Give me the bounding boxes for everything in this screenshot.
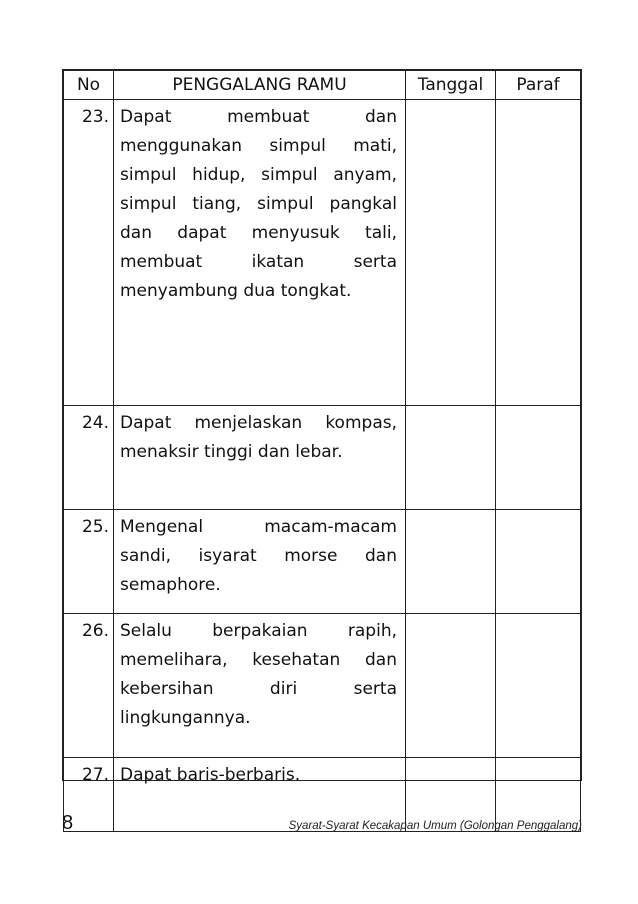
table-row (64, 510, 581, 614)
table-row (64, 406, 581, 510)
table-header-row (64, 71, 581, 100)
row-description: Dapat baris-berbaris. (114, 758, 406, 832)
row-number: 26. (64, 614, 114, 758)
signature-cell (496, 100, 581, 406)
row-description: Mengenal macam-macam sandi, isyarat morse dan semaphore. (114, 510, 406, 614)
row-number: 23. (64, 100, 114, 406)
date-cell (406, 510, 496, 614)
page-number: 8 (62, 812, 74, 834)
signature-cell (496, 406, 581, 510)
requirements-table-frame (62, 69, 582, 785)
table-row (64, 614, 581, 758)
row-number: 24. (64, 406, 114, 510)
row-number: 27. (64, 758, 114, 832)
date-cell (406, 614, 496, 758)
signature-cell (496, 510, 581, 614)
running-title: Syarat-Syarat Kecakapan Umum (Golongan Penggalang) (288, 820, 582, 832)
header-description: PENGGALANG RAMU (114, 71, 406, 100)
row-number: 25. (64, 510, 114, 614)
date-cell (406, 406, 496, 510)
signature-cell (496, 614, 581, 758)
row-description: Selalu berpakaian rapih, memelihara, kesehatan dan kebersihan diri serta lingkungannya. (114, 614, 406, 758)
date-cell (406, 100, 496, 406)
table-row (64, 100, 581, 406)
row-description: Dapat menjelaskan kompas, menaksir tinggi dan lebar. (114, 406, 406, 510)
row-description: Dapat membuat dan menggunakan simpul mati, simpul hidup, simpul anyam, simpul tiang, simpul pangkal dan dapat menyusuk tali, membuat ikatan serta menyambung dua tongkat. (114, 100, 406, 406)
requirements-table (63, 70, 581, 832)
header-no: No (64, 71, 114, 100)
header-signature: Paraf (496, 71, 581, 100)
header-date: Tanggal (406, 71, 496, 100)
